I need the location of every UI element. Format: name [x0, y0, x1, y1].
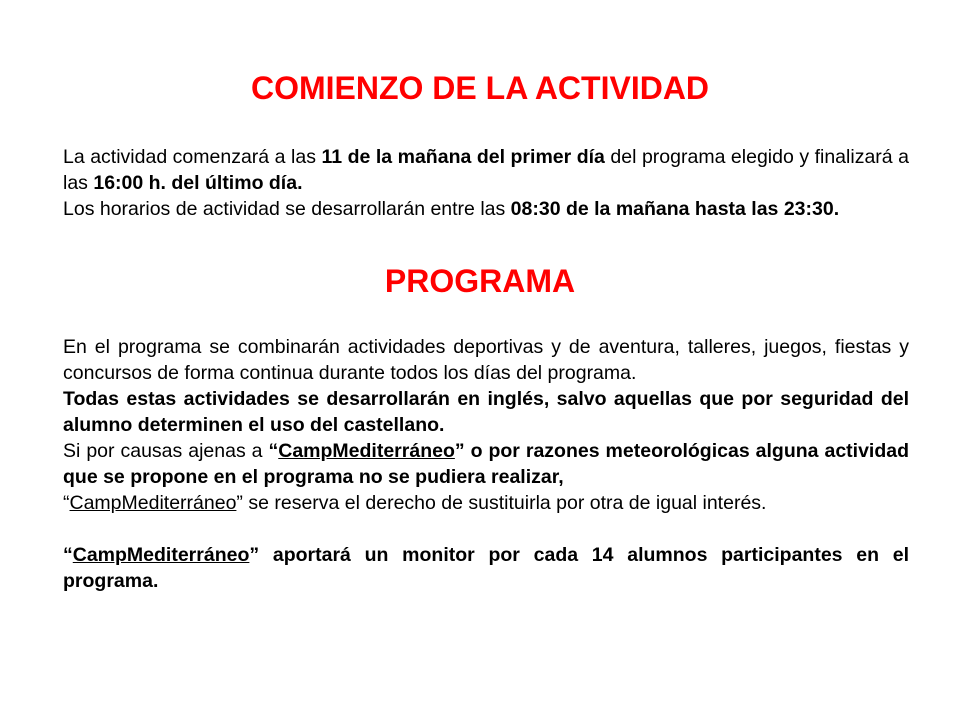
bold-run: 16:00 h. del último día. [93, 172, 303, 194]
text-run: del programa elegido y finalizará a las [63, 146, 909, 194]
text-run: se reserva el derecho de sustituirla por otra de igual interés. [242, 492, 767, 514]
bold-run: Todas estas actividades se desarrollarán en inglés, salvo aquellas que por seguridad del alumno determinen el uso del castellano. [63, 388, 909, 436]
bold-run: “CampMediterráneo” aportará un monitor por cada 14 alumnos participantes en el programa. [63, 544, 909, 592]
text-run: Los horarios de actividad se desarrollarán entre las [63, 198, 511, 220]
bold-run: “CampMediterráneo” o por razones meteorológicas alguna actividad que se propone en el programa no se pudiera realizar, [63, 440, 910, 488]
bold-run: 08:30 de la mañana hasta las 23:30. [510, 198, 840, 220]
brand-name: CampMediterráneo [278, 440, 455, 462]
brand-name: CampMediterráneo [72, 544, 250, 566]
paragraph-external-causes [63, 438, 909, 490]
paragraph-substitution: “CampMediterráneo” se reserva el derecho de sustituirla por otra de igual interés. [63, 492, 767, 514]
paragraph-spacer [63, 516, 909, 542]
section-title-comienzo: COMIENZO DE LA ACTIVIDAD [250, 70, 710, 106]
paragraph-activities: En el programa se combinarán actividades deportivas y de aventura, talleres, juegos, fiestas y concursos de forma continua durante todos los días del programa. [63, 336, 909, 384]
section-title-programa: PROGRAMA [384, 263, 576, 299]
section-body-comienzo [63, 144, 909, 222]
paragraph-start-end-times [63, 144, 909, 196]
text-run: La actividad comenzará a las [63, 146, 322, 168]
paragraph-schedule-hours [63, 196, 909, 222]
brand-name: CampMediterráneo [69, 492, 237, 514]
paragraph-english [63, 386, 909, 438]
bold-run: 11 de la mañana del primer día [321, 146, 605, 168]
paragraph-monitors [63, 542, 909, 594]
section-body-programa [63, 334, 909, 594]
text-run: Si por causas ajenas a [63, 440, 269, 462]
